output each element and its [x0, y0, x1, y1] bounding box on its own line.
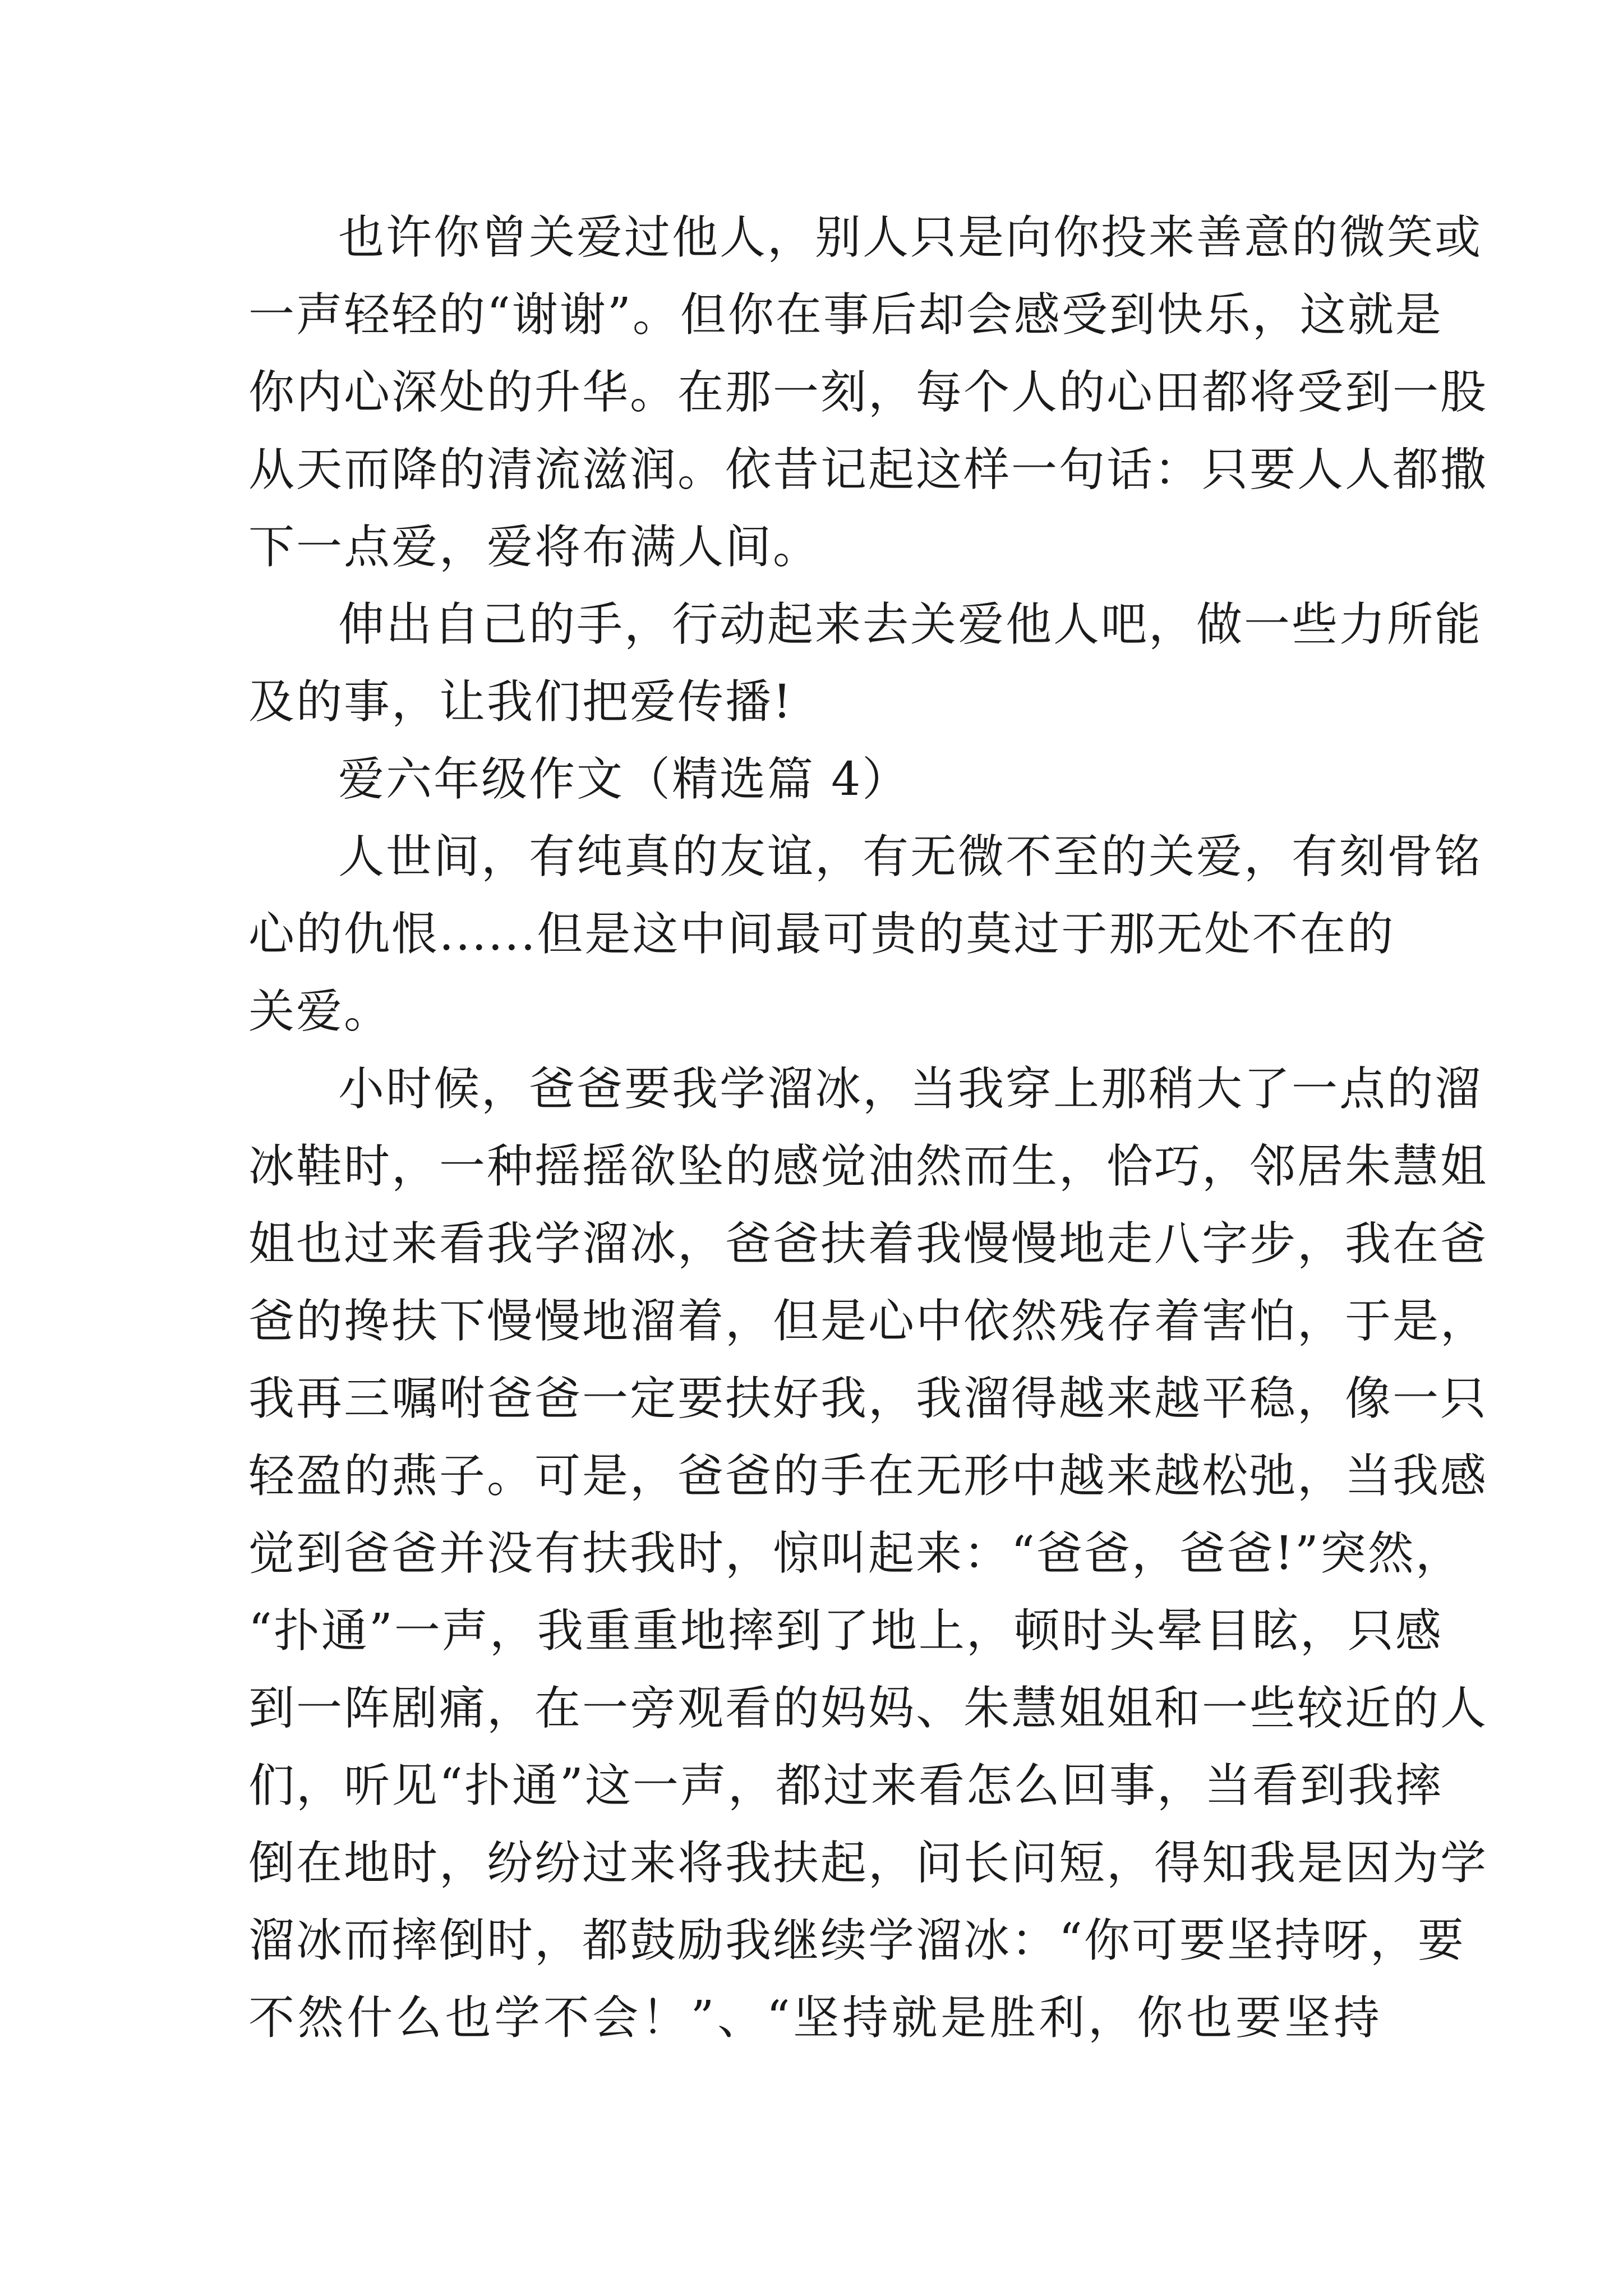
text-line: 小时候，爸爸要我学溜冰，当我穿上那稍大了一点的溜 [338, 1062, 1483, 1116]
text-line: 一声轻轻的“谢谢”。但你在事后却会感受到快乐，这就是 [248, 288, 1443, 342]
text-line: 爸的搀扶下慢慢地溜着，但是心中依然残存着害怕，于是， [248, 1295, 1488, 1348]
essay-body [248, 199, 1488, 2057]
text-line: 觉到爸爸并没有扶我时，惊叫起来：“爸爸，爸爸!”突然， [248, 1527, 1463, 1580]
text-line: 我再三嘱咐爸爸一定要扶好我，我溜得越来越平稳，像一只 [248, 1372, 1488, 1425]
text-line: 关爱。 [248, 985, 392, 1038]
text-line: 下一点爱，爱将布满人间。 [248, 521, 821, 574]
text-line: 你内心深处的升华。在那一刻，每个人的心田都将受到一股 [248, 366, 1488, 419]
text-line: 心的仇恨......但是这中间最可贵的莫过于那无处不在的 [248, 908, 1395, 961]
text-line: 到一阵剧痛，在一旁观看的妈妈、朱慧姐姐和一些较近的人 [248, 1682, 1488, 1735]
text-line: 冰鞋时，一种摇摇欲坠的感觉油然而生，恰巧，邻居朱慧姐 [248, 1140, 1488, 1193]
text-line: 伸出自己的手，行动起来去关爱他人吧，做一些力所能 [338, 598, 1483, 651]
text-line: 姐也过来看我学溜冰，爸爸扶着我慢慢地走八字步，我在爸 [248, 1217, 1488, 1271]
section-heading: 爱六年级作文（精选篇 4） [338, 753, 910, 806]
text-line: 及的事，让我们把爱传播! [248, 675, 793, 729]
text-line: 从天而降的清流滋润。依昔记起这样一句话：只要人人都撒 [248, 443, 1488, 496]
text-line: 们，听见“扑通”这一声，都过来看怎么回事，当看到我摔 [248, 1759, 1443, 1812]
text-line: 轻盈的燕子。可是，爸爸的手在无形中越来越松弛，当我感 [248, 1450, 1488, 1503]
text-line: “扑通”一声，我重重地摔到了地上，顿时头晕目眩，只感 [248, 1604, 1443, 1658]
text-line: 人世间，有纯真的友谊，有无微不至的关爱，有刻骨铭 [338, 830, 1483, 884]
text-line: 溜冰而摔倒时，都鼓励我继续学溜冰：“你可要坚持呀，要 [248, 1914, 1465, 1967]
text-line: 也许你曾关爱过他人，别人只是向你投来善意的微笑或 [338, 211, 1483, 264]
text-line: 不然什么也学不会！”、“坚持就是胜利，你也要坚持 [248, 1991, 1381, 2045]
text-line: 倒在地时，纷纷过来将我扶起，问长问短，得知我是因为学 [248, 1837, 1488, 1890]
